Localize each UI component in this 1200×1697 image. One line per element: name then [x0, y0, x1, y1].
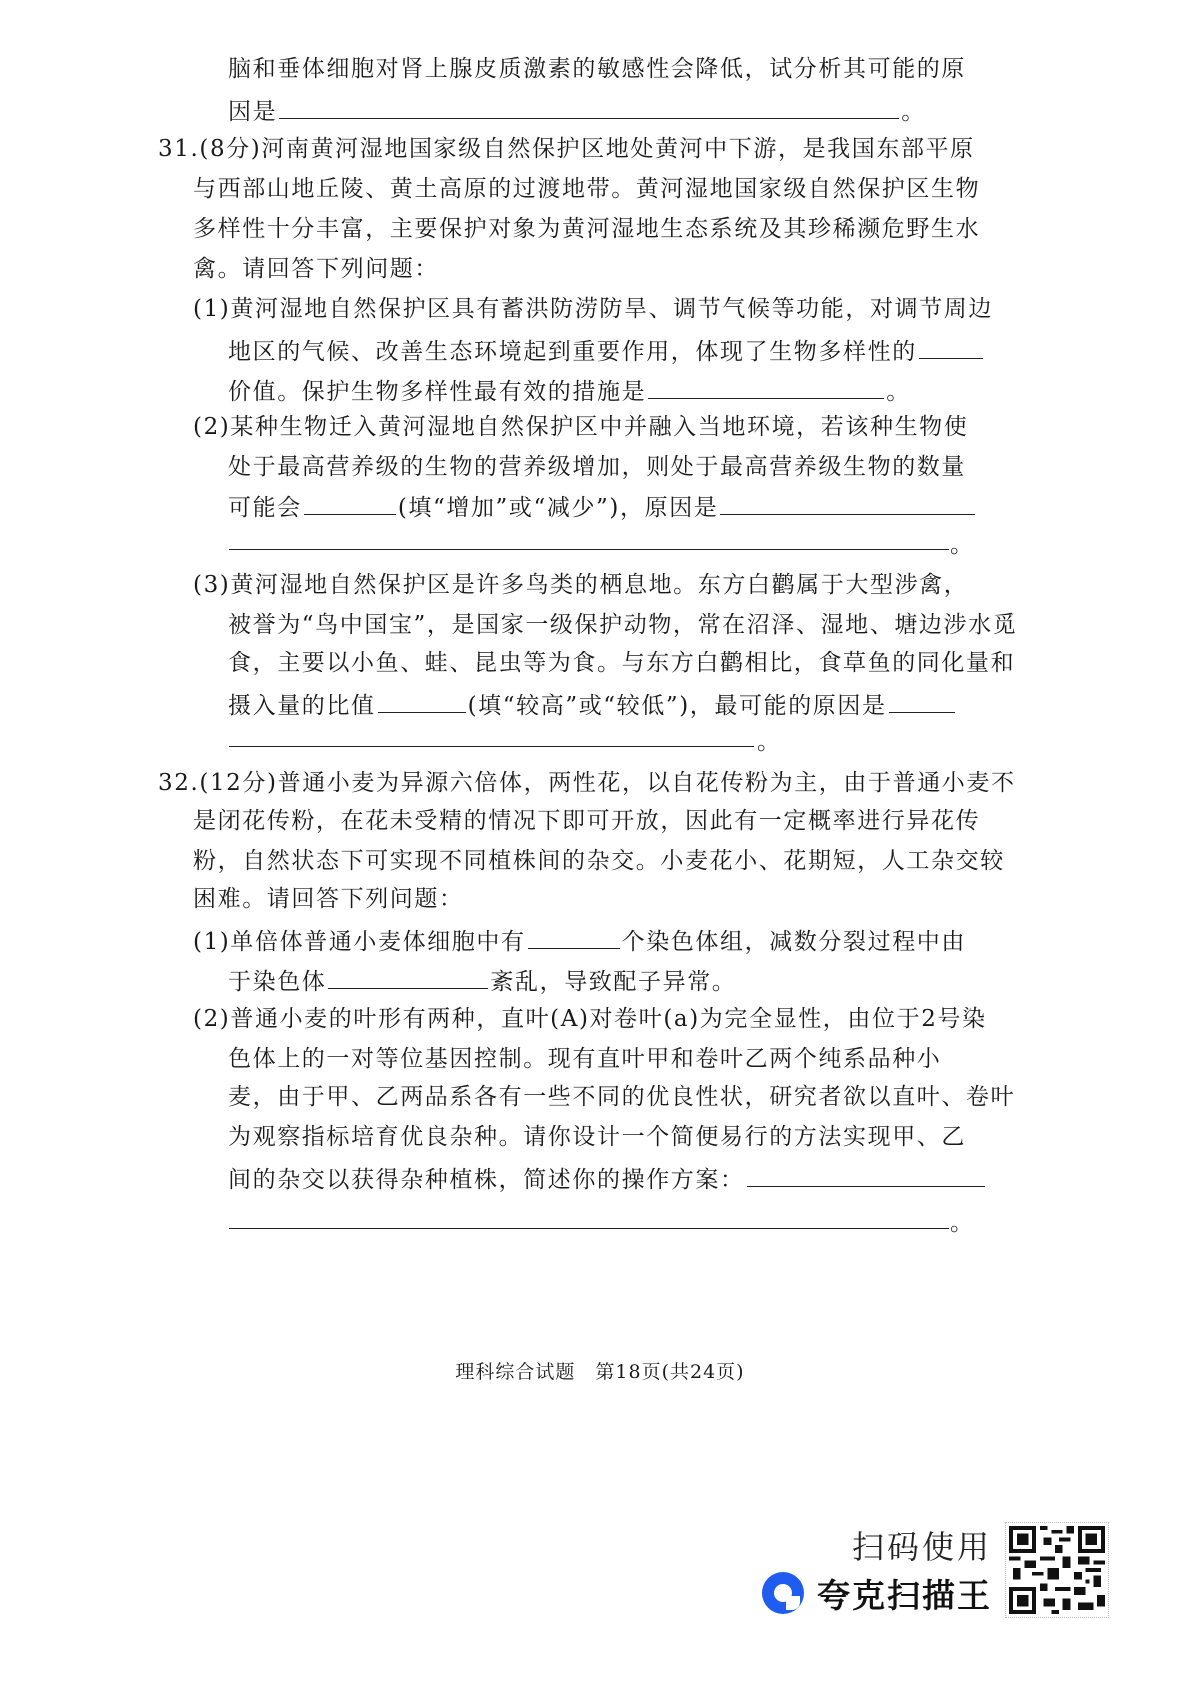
answer-blank[interactable]	[747, 1162, 985, 1187]
answer-blank[interactable]	[919, 334, 983, 359]
answer-blank[interactable]	[378, 688, 466, 713]
q31-p3-line-2: 被誉为“鸟中国宝”，是国家一级保护动物，常在沼泽、湿地、塘边涉水觅	[228, 612, 1018, 638]
q31-p3-line-1: (3)黄河湿地自然保护区是许多鸟类的栖息地。东方白鹳属于大型涉禽，	[193, 572, 969, 598]
answer-blank[interactable]	[720, 490, 975, 515]
q30-line-2-text: 因是	[228, 99, 278, 125]
page-footer	[0, 1357, 1200, 1384]
answer-line[interactable]	[229, 746, 754, 747]
footer-subject: 理科综合试题	[455, 1361, 576, 1383]
q32-p1-line-1-mid: 个染色体组，减数分裂过程中由	[621, 929, 966, 955]
qr-code-icon[interactable]	[1005, 1522, 1109, 1618]
q31-p1-line-3-text: 价值。保护生物多样性最有效的措施是	[228, 379, 647, 405]
q30-line-1: 脑和垂体细胞对肾上腺皮质激素的敏感性会降低，试分析其可能的原	[228, 56, 966, 82]
scan-label: 扫码使用	[851, 1528, 992, 1566]
period: 。	[901, 99, 926, 125]
answer-line[interactable]	[229, 549, 949, 550]
q31-p3-line-4	[228, 688, 957, 721]
answer-blank[interactable]	[328, 964, 488, 989]
q32-stem-line-4: 困难。请回答下列问题：	[193, 886, 464, 912]
q31-p2-line-3	[228, 490, 977, 523]
q32-p1-line-2	[228, 964, 736, 997]
q31-p2-line-2: 处于最高营养级的生物的营养级增加，则处于最高营养级生物的数量	[228, 454, 966, 480]
q32-p2-line-5	[228, 1162, 987, 1195]
q31-p3-line-3: 食，主要以小鱼、蛙、昆虫等为食。与东方白鹳相比，食草鱼的同化量和	[228, 650, 1016, 676]
q32-stem-line-3: 粉，自然状态下可实现不同植株间的杂交。小麦花小、花期短，人工杂交较	[193, 848, 1005, 874]
answer-blank[interactable]	[304, 490, 396, 515]
q31-stem-line-1: 31.(8分)河南黄河湿地国家级自然保护区地处黄河中下游，是我国东部平原	[158, 136, 975, 162]
q31-stem-line-4: 禽。请回答下列问题：	[193, 256, 439, 282]
q31-p3-line-4-text: 摄入量的比值	[228, 693, 376, 719]
q31-p2-line-3-text: 可能会	[228, 495, 302, 521]
q32-p1-line-2-text: 于染色体	[228, 969, 327, 995]
answer-blank[interactable]	[528, 924, 620, 949]
period: 。	[950, 532, 975, 558]
q32-stem-line-2: 是闭花传粉，在花未受精的情况下即可开放，因此有一定概率进行异花传	[193, 808, 981, 834]
period: 。	[950, 1210, 975, 1236]
answer-blank[interactable]	[648, 374, 884, 399]
q32-stem-line-1: 32.(12分)普通小麦为异源六倍体，两性花，以自花传粉为主，由于普通小麦不	[158, 770, 1016, 796]
q31-p1-line-1: (1)黄河湿地自然保护区具有蓄洪防涝防旱、调节气候等功能，对调节周边	[193, 296, 993, 322]
q32-p2-line-5-text: 间的杂交以获得杂种植株，简述你的操作方案：	[228, 1167, 745, 1193]
q31-stem-line-2: 与西部山地丘陵、黄土高原的过渡地带。黄河湿地国家级自然保护区生物	[193, 176, 981, 202]
q31-p2-line-1: (2)某种生物迁入黄河湿地自然保护区中并融入当地环境，若该种生物使	[193, 414, 969, 440]
answer-blank[interactable]	[279, 94, 899, 119]
q32-p1-line-2-mid: 紊乱，导致配子异常。	[490, 969, 737, 995]
q31-p2-line-3-mid: (填“增加”或“减少”)，原因是	[397, 495, 719, 521]
q31-stem-line-3: 多样性十分丰富，主要保护对象为黄河湿地生态系统及其珍稀濒危野生水	[193, 216, 981, 242]
q32-p1-line-1-text: (1)单倍体普通小麦体细胞中有	[193, 929, 526, 955]
period: 。	[886, 379, 911, 405]
q31-p1-line-3	[228, 374, 911, 407]
answer-line[interactable]	[229, 1228, 949, 1229]
scanner-watermark	[760, 1520, 1120, 1640]
q32-p2-line-4: 为观察指标培育优良杂种。请你设计一个简便易行的方法实现甲、乙	[228, 1124, 966, 1150]
q32-p2-line-1: (2)普通小麦的叶形有两种，直叶(A)对卷叶(a)为完全显性，由位于2号染	[193, 1006, 987, 1032]
q32-p2-line-2: 色体上的一对等位基因控制。现有直叶甲和卷叶乙两个纯系品种小	[228, 1046, 942, 1072]
q32-p1-line-1	[193, 924, 966, 957]
q31-p1-line-2-text: 地区的气候、改善生态环境起到重要作用，体现了生物多样性的	[228, 339, 917, 365]
quark-logo-icon	[762, 1572, 804, 1614]
q30-line-2	[228, 94, 926, 127]
q32-p2-line-3: 麦，由于甲、乙两品系各有一些不同的优良性状，研究者欲以直叶、卷叶	[228, 1084, 1016, 1110]
period: 。	[757, 729, 782, 755]
q31-p3-line-4-mid: (填“较高”或“较低”)，最可能的原因是	[467, 693, 887, 719]
footer-page-number: 第18页(共24页)	[595, 1361, 745, 1383]
answer-blank[interactable]	[889, 688, 955, 713]
app-name: 夸克扫描王	[817, 1576, 992, 1615]
q31-p1-line-2	[228, 334, 985, 367]
